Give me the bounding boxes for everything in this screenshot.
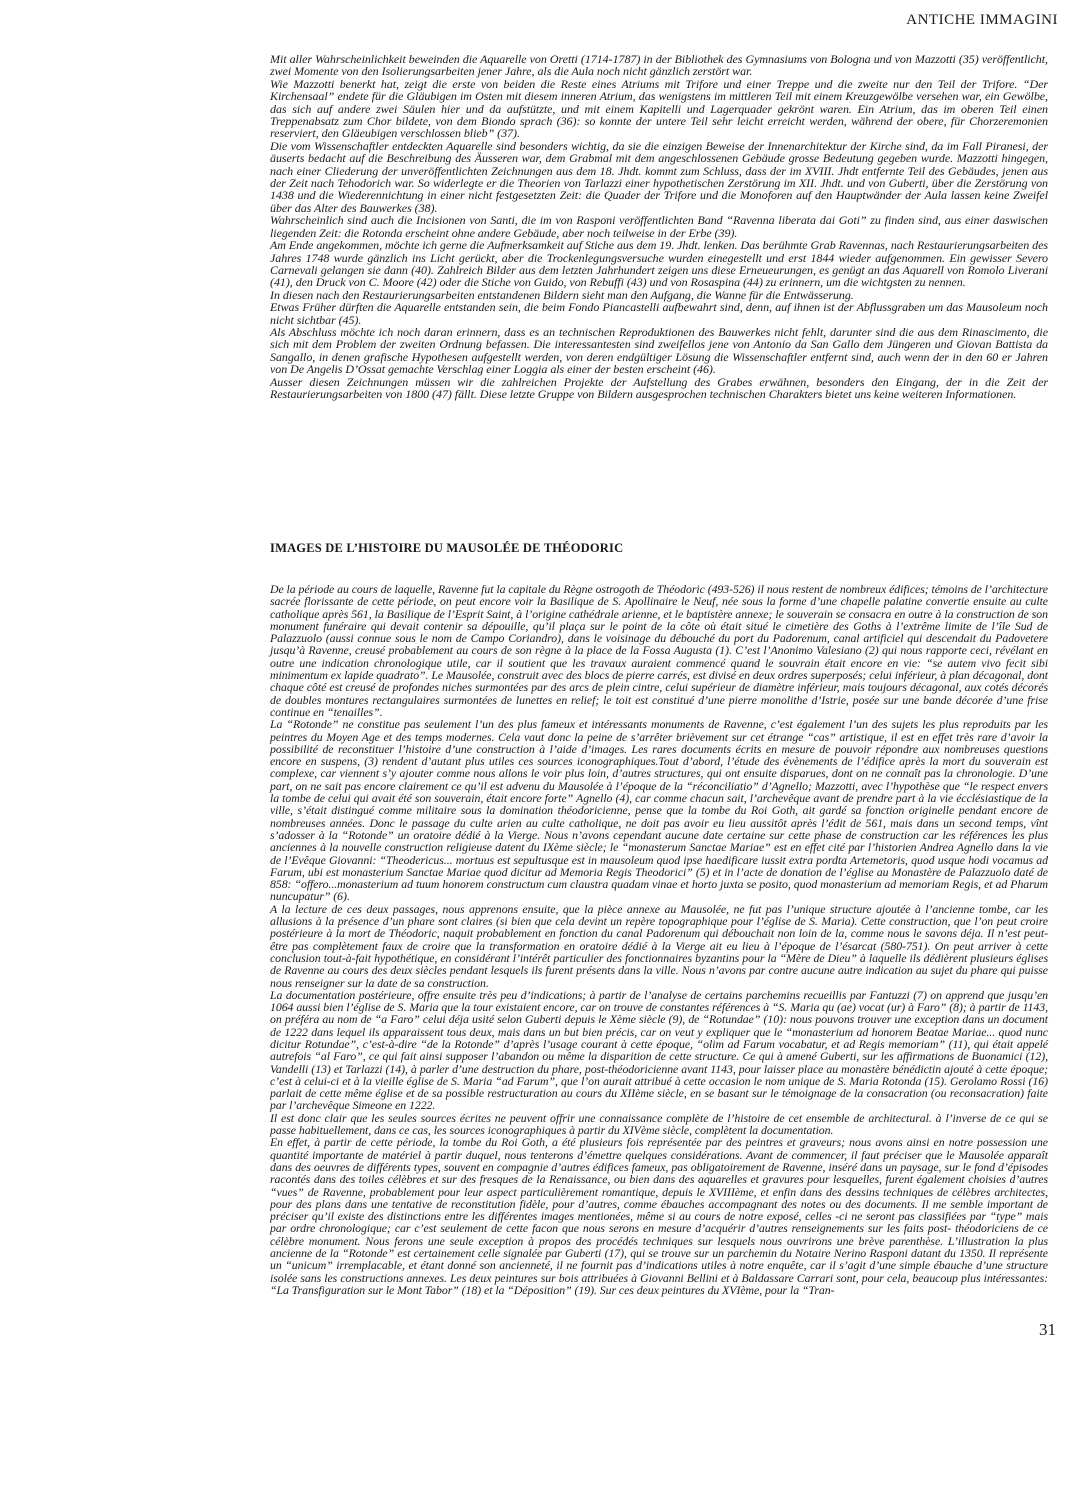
german-paragraph: Als Abschluss möchte ich noch daran erinnern, dass es an technischen Reproduktionen des Bauwerkes nicht fehlt, darunter sind die aus dem Rinascimento, die sich mit dem Problem der zweiten Ordnung befassen. Die interessantesten sind zweifellos jene von Antonio da San Gallo dem Jüngeren und Giovan Battista da Sangallo, in denen grafische Hypothesen aufgestellt werden, von deren endgültiger Lösung die Wissenschaftler entfernt sind, auch wenn der in den 60 er Jahren von De Angelis D’Ossat gemachte Verschlag einer Loggia als einer der besten erscheint (46). [270, 324, 1048, 377]
german-paragraph: Ausser diesen Zeichnungen müssen wir die zahlreichen Projekte der Aufstellung des Grabes erwähnen, besonders den Eingang, der in die Zeit der Restaurierungsarbeiten von 1800 (47) fällt. Diese letzte Gruppe von Bildern ausgesprochen technischen Charakters bietet uns keine weiteren Informationen. [270, 374, 1048, 401]
section-title: IMAGES DE L’HISTOIRE DU MAUSOLÉE DE THÉODORIC [270, 541, 624, 555]
page-number: 31 [1039, 1320, 1056, 1339]
french-paragraph: A la lecture de ces deux passages, nous apprenons ensuite, que la pièce annexe au Mausolée, ne fut pas l’unique structure ajoutée à l’ancienne tombe, car les allusions à la présence d’un phare sont claires (si bien que cela devint un repère topographique pour l’église de S. Maria). Cette construction, que l’on peut croire postérieure à la mort de Théodoric, naquit probablement en fonction du canal Padorenum qui débouchait non loin de la, comme nous le savons déja. Il n’est peut-être pas complètement faux de croire que la transformation en oratoire dédié à la Vierge ait eu lieu à l’époque de l’ésarcat (580-751). On peut arriver à cette conclusion tout-à-fait hypothétique, en considérant l’intérêt particulier des fonctionnaires byzantins pour la “Mère de Dieu” à laquelle ils dédièrent plusieurs églises de Ravenne au cours des deux siècles pendant lesquels ils furent présents dans la ville. Nous n’avons par contre aucune autre indication au sujet du phare qui puisse nous renseigner sur la date de sa construction. [270, 901, 1048, 990]
german-paragraph: Die vom Wissenschaftler entdeckten Aquarelle sind besonders wichtig, da sie die einzigen Beweise der Innenarchitektur der Kirche sind, da im Fall Piranesi, der äuserts bedacht auf die Beschreibung des Äusseren war, dem Grabmal mit dem angeschlossenen Gebäude grosse Bedeutung gegeben wurde. Mazzotti hingegen, nach einer Cliederung der unveröffentlichten Zeichnungen aus dem 18. Jhdt. kommt zum Schluss, dass der im XVIII. Jhdt entfernte Teil des Gebäudes, jenen aus der Zeit nach Tehodorich war. So widerlegte er die Theorien von Tarlazzi einer hypothetischen Zerstörung im XII. Jhdt. und von Guberti, über die Zerstörung von 1438 und die Wiederennichtung in einer nicht festgesetzten Zeit: die Quader der Trifore und die Monoforen auf den Hauptwänder der Aula lassen keine Zweifel über das Alter des Bauwerkes (38). [270, 138, 1048, 215]
french-paragraph: La “Rotonde” ne constitue pas seulement l’un des plus fameux et intéressants monuments de Ravenne, c’est également l’un des sujets les plus reproduits par les peintres du Moyen Age et des temps modernes. Cela vaut donc la peine de s’arrêter brièvement sur cet étrange “cas” artistique, il est en effet très rare d’avoir la possibilité de reconstituer l’histoire d’une construction à l’aide d’images. Les rares documents écrits en mesure de pouvoir répondre aux nombreuses questions encore en suspens, (3) rendent d’autant plus utiles ces sources iconographiques.Tout d’abord, l’étude des évènements de l’édifice après la mort du souverain est complexe, car viennent s’y ajouter comme nous allons le voir plus loin, d’autres structures, qui ont ensuite disparues, dont on ne connaît pas la chronologie. D’une part, on ne sait pas encore clairement ce qu’il est advenu du Mausolée à l’époque de la “réconciliatio” d’Agnello; Mazzotti, avec l’hypothèse que “le respect envers la tombe de celui qui avait été son souverain, était encore forte” Agnello (4), car comme chacun sait, l’archevêque avant de prendre part à la vie écclésiastique de la ville, s’était distingué comme militaire sous la domination théodoricienne, pense que la tombe du Roi Goth, ait gardé sa fonction originelle pendant encore de nombreuses années. Donc le passage du culte arien au culte catholique, ne doit pas avoir eu lieu aussitôt après l’édit de 561, mais dans un second temps, vînt s’adosser à la “Rotonde” un oratoire dédié à la Vierge. Nous n’avons cependant aucune date certaine sur cette phase de construction car les références les plus anciennes à la nouvelle construction religieuse datent du IXème siècle; le “monasterum Sanctae Mariae” est en effet cité par l’historien Andrea Agnello dans la vie de l’Evêque Giovanni: “Theodericus... mortuus est sepultusque est in mausoleum quod ipse haedificare iussit extra pordta Artemetoris, quod usque hodi vocamus ad Farum, ubi est monasterium Sanctae Mariae quod dicitur ad Memoria Regis Theodorici” (5) et in l’acte de donation de l’église au Monastère de Palazzuolo daté de 858: “offero...monasterium ad tuum honorem constructum cum claustra quadam vinae et horto juxta se posito, quod monasterium ad memoriam Regis, et ad Pharum nuncupatur” (6). [270, 717, 1048, 904]
french-paragraph: En effet, à partir de cette période, la tombe du Roi Goth, a été plusieurs fois représentée par des peintres et graveurs; nous avons ainsi en notre possession une quantité importante de matériel à partir duquel, nous tenterons d’émettre quelques considérations. Avant de commencer, il faut préciser que le Mausolée apparaît dans des oeuvres de différents types, souvent en compagnie d’autres édifices fameux, pas obligatoirement de Ravenne, inséré dans un paysage, sur le fond d’épisodes racontés dans des toiles célèbres et sur des fresques de la Renaissance, ou bien dans des aquarelles et gravures pour lesquelles, furent également choisies d’autres “vues” de Ravenne, probablement pour leur aspect particulièrement romantique, depuis le XVIIIème, et enfin dans des dessins techniques de célèbres architectes, pour des plans dans une tentative de reconstitution fidèle, pour d’autres, comme ébauches accompagnant des notes ou des documents. Il me semble important de préciser qu’il existe des distinctions entre les différentes images mentionées, même si au cours de notre exposé, celles -ci ne seront pas classifiées par “type” mais par ordre chronologique; car c’est seulement de cette facon que nous serons en mesure d’acquérir d’autres renseignements sur les faits post- théodoriciens de ce célèbre monument. Nous ferons une seule exception à propos des procédés techniques sur lesquels nous ouvrirons une brève parenthèse. L’illustration la plus ancienne de la “Rotonde” est certainement celle signalée par Guberti (17), qui se trouve sur un parchemin du Notaire Nerino Rasponi datant du 1350. Il représente un “unicum” irremplacable, et étant donné son ancienneté, il ne fournit pas d’indications utiles à notre enquête, car il s’agit d’une simple ébauche d’une structure isolée sans les constructions annexes. Les deux peintures sur bois attribuées à Giovanni Bellini et à Baldassare Carrari sont, pour cela, beaucoup plus intéressantes: “La Transfiguration sur le Mont Tabor” (18) et la “Déposition” (19). Sur ces deux peintures du XVIème, pour la “Tran- [270, 1135, 1048, 1297]
german-paragraph: Mit aller Wahrscheinlichkeit beweinden die Aquarelle von Oretti (1714-1787) in der Bibliothek des Gymnasiums von Bologna und von Mazzotti (35) veröffentlicht, zwei Momente von den Isolierungsarbeiten jener Jahre, als die Aula noch nicht gänzlich zerstört war. [270, 52, 1048, 79]
german-text-column [270, 53, 1048, 400]
german-paragraph: In diesen nach den Restaurierungsarbeiten entstandenen Bildern sieht man den Aufgang, die Wanne für die Entwässerung. [270, 287, 854, 302]
french-paragraph: De la période au cours de laquelle, Ravenne fut la capitale du Règne ostrogoth de Théodoric (493-526) il nous restent de nombreux édifices; témoins de l’architecture sacrée florissante de cette période, on peut encore voir la Basilique de S. Apollinaire le Neuf, née sous la forme d’une chapelle palatine convertie ensuite au culte catholique après 561, la Basilique de l’Esprit Saint, à l’origine cathédrale arienne, et le baptistère annexe; le souverain se consacra en outre à la construction de son monument funéraire qui devait contenir sa dépouille, qu’il plaça sur le point de la côte où était situé le cimetière des Goths à l’extrême limite de l’île Sud de Palazzuolo (aussi connue sous le nom de Campo Coriandro), dans le voisinage du débouché du port du Padorenum, canal artificiel qui descendait du Padovetere jusqu’à Ravenne, creusé probablement au cours de son règne à la place de la Fossa Augusta (1). C’est l’Anonimo Valesiano (2) qui nous rapporte ceci, révélant en outre une indication chronologique utile, car il soutient que les travaux auraient commencé quand le souvrain était encore en vie: “se autem vivo fecit sibi minimentum ex lapide quadrato”. Le Mausolée, construit avec des blocs de pierre carrés, est divisé en deux ordres superposés; celui inférieur, à plan décagonal, dont chaque côté est creusé de profondes niches surmontées par des arcs de plein cintre, celui supérieur de diamètre inférieur, mais toujours décagonal, aux cotés décorés de doubles montures rectangulaires surmontées de lunettes en relief; le toit est constitué d’une pierre monolithe d’Istrie, posée sur une bande décorée d’une frise continue en “tenailles”. [270, 582, 1048, 719]
german-paragraph: Wahrscheinlich sind auch die Incisionen von Santi, die im von Rasponi veröffentlichten Band “Ravenna liberata dai Goti” zu finden sind, aus einer daswischen liegenden Zeit: die Rotonda erscheint ohne andere Gebäude, aber noch teilweise in der Erbe (39). [270, 213, 1048, 240]
french-text-column [270, 583, 1048, 1296]
french-paragraph: Il est donc clair que les seules sources écrites ne peuvent offrir une connaissance complète de l’histoire de cet ensemble de architectural. à l’inverse de ce qui se passe habituellement, dans ce cas, les sources iconographiques à partir du XIVème siècle, complètent la documentation. [270, 1110, 1048, 1138]
french-paragraph: La documentation postérieure, offre ensuite très peu d’indications; à partir de l’analyse de certains parchemins recueillis par Fantuzzi (7) on apprend que jusqu’en 1064 aussi bien l’église de S. Maria que la tour existaient encore, car on trouve de constantes références à “S. Maria qu (ae) vocat (ur) à Faro” (8); à partir de 1143, on préféra au nom de “a Faro” celui déja usité selon Guberti depuis le Xème siècle (9), de “Rotundae” (10): nous pouvons trouver une exception dans un document de 1222 dans lequel ils apparaissent tous deux, mais dans un but bien précis, car on veut y expliquer que le “monasterium ad honorem Beatae Mariae... quod nunc dicitur Rotundae”, c’est-à-dire “de la Rotonde” d’après l’usage courant à cette époque, “olim ad Farum vocabatur, et ad Regis memoriam” (11), qui était appelé autrefois “al Faro”, ce qui fait ainsi supposer l’abandon ou même la disparition de cette structure. Ce qui à amené Guberti, sur les affirmations de Buonamici (12), Vandelli (13) et Tarlazzi (14), à parler d’une destruction du phare, post-théodoricienne avant 1143, pour laisser place au monastère bénédictin ajouté à cette époque; c’est à celui-ci et à la vieille église de S. Maria “ad Farum”, que l’on aurait attribué à cette occasion le nom unique de S. Maria Rotonda (15). Gerolamo Rossi (16) parlait de cette même église et de sa possible restructuration au cours du XIIème siècle, en se basant sur le témoignage de la consacration (ou reconsacration) faite par l’archevêque Simeone en 1222. [270, 987, 1048, 1113]
running-head: ANTICHE IMMAGINI [906, 12, 1058, 28]
german-paragraph: Wie Mazzotti benerkt hat, zeigt die erste von beiden die Reste eines Atriums mit Trifore und einer Treppe und die zweite nur den Teil der Trifore. “Der Kirchensaal” endete für die Gläubigen im Osten mit diesem inneren Atrium, das wenigstens im mittleren Teil mit einem Kreuzgewölbe versehen war, ein Gewölbe, das sich auf andere zwei Säulen hier und da aufstützte, und mit einem Kapitelli und Lagerquader gekrönt waren. Ein Atrium, das im oberen Teil einen Treppenabsatz zum Chor bildete, von dem Biondo sprach (36): so konnte der untere Teil sehr leicht erreicht werden, während der obere, für Chorzeremonien reserviert, den Gläeubigen verschlossen blieb” (37). [270, 76, 1048, 141]
german-paragraph: Am Ende angekommen, möchte ich gerne die Aufmerksamkeit auf Stiche aus dem 19. Jhdt. lenken. Das berühmte Grab Ravennas, nach Restaurierungsarbeiten des Jahres 1748 wurde gänzlich ins Licht gerückt, aber die Trockenlegungsversuche wurden einegestellt und erst 1844 wieder aufgenommen. Ein gewisser Severo Carnevali gelangen sie dann (40). Zahlreich Bilder aus dem letzten Jahrhundert zeigen uns diese Erneueurungen, es genügt an das Aquarell von Romolo Liverani (41), den Druck von C. Moore (42) oder die Stiche von Guido, von Rebuffi (43) und von Rosaspina (44) zu erinnern, um die wichtgsten zu nennen. [270, 238, 1048, 290]
german-paragraph: Etwas Früher dürften die Aquarelle entstanden sein, die beim Fondo Piancastelli aufbewahrt sind, denn, auf ihnen ist der Abflussgraben um das Mausoleum noch nicht sichtbar (45). [270, 300, 1048, 327]
